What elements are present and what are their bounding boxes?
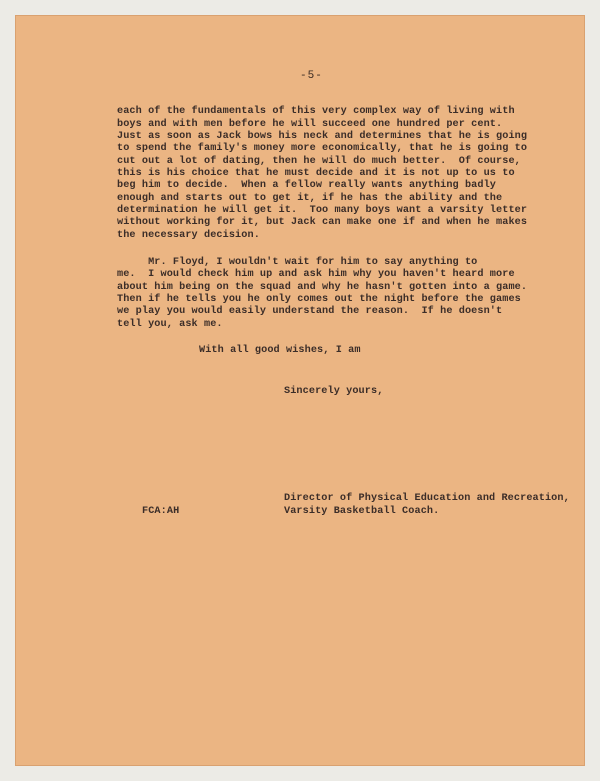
body-line: me. I would check him up and ask him why you haven't heard more	[117, 269, 515, 280]
body-line: we play you would easily understand the reason. If he doesn't	[117, 306, 503, 317]
body-line: determination he will get it. Too many boys want a varsity letter	[117, 205, 528, 216]
body-line: without working for it, but Jack can make one if and when he makes	[117, 217, 528, 228]
closing-line: With all good wishes, I am	[199, 345, 361, 356]
body-line: tell you, ask me.	[117, 319, 223, 330]
signature-title: Director of Physical Education and Recreation,	[284, 493, 570, 504]
body-line: to spend the family's money more economically, that he is going to	[117, 143, 528, 154]
body-line: Then if he tells you he only comes out the night before the games	[117, 294, 521, 305]
body-line: this is his choice that he must decide and it is not up to us to	[117, 168, 515, 179]
body-line: beg him to decide. When a fellow really wants anything badly	[117, 180, 497, 191]
body-line: the necessary decision.	[117, 230, 260, 241]
signoff: Sincerely yours,	[284, 386, 384, 397]
page-number: -5-	[300, 70, 323, 82]
body-line: each of the fundamentals of this very complex way of living with	[117, 106, 515, 117]
body-line: Just as soon as Jack bows his neck and determines that he is going	[117, 131, 528, 142]
signature-title: Varsity Basketball Coach.	[284, 506, 440, 517]
reference-initials: FCA:AH	[142, 506, 180, 517]
body-line: enough and starts out to get it, if he has the ability and the	[117, 193, 503, 204]
body-line: boys and with men before he will succeed one hundred per cent.	[117, 119, 503, 130]
body-line: Mr. Floyd, I wouldn't wait for him to say anything to	[117, 257, 478, 268]
body-line: cut out a lot of dating, then he will do much better. Of course,	[117, 156, 521, 167]
body-line: about him being on the squad and why he hasn't gotten into a game.	[117, 282, 528, 293]
